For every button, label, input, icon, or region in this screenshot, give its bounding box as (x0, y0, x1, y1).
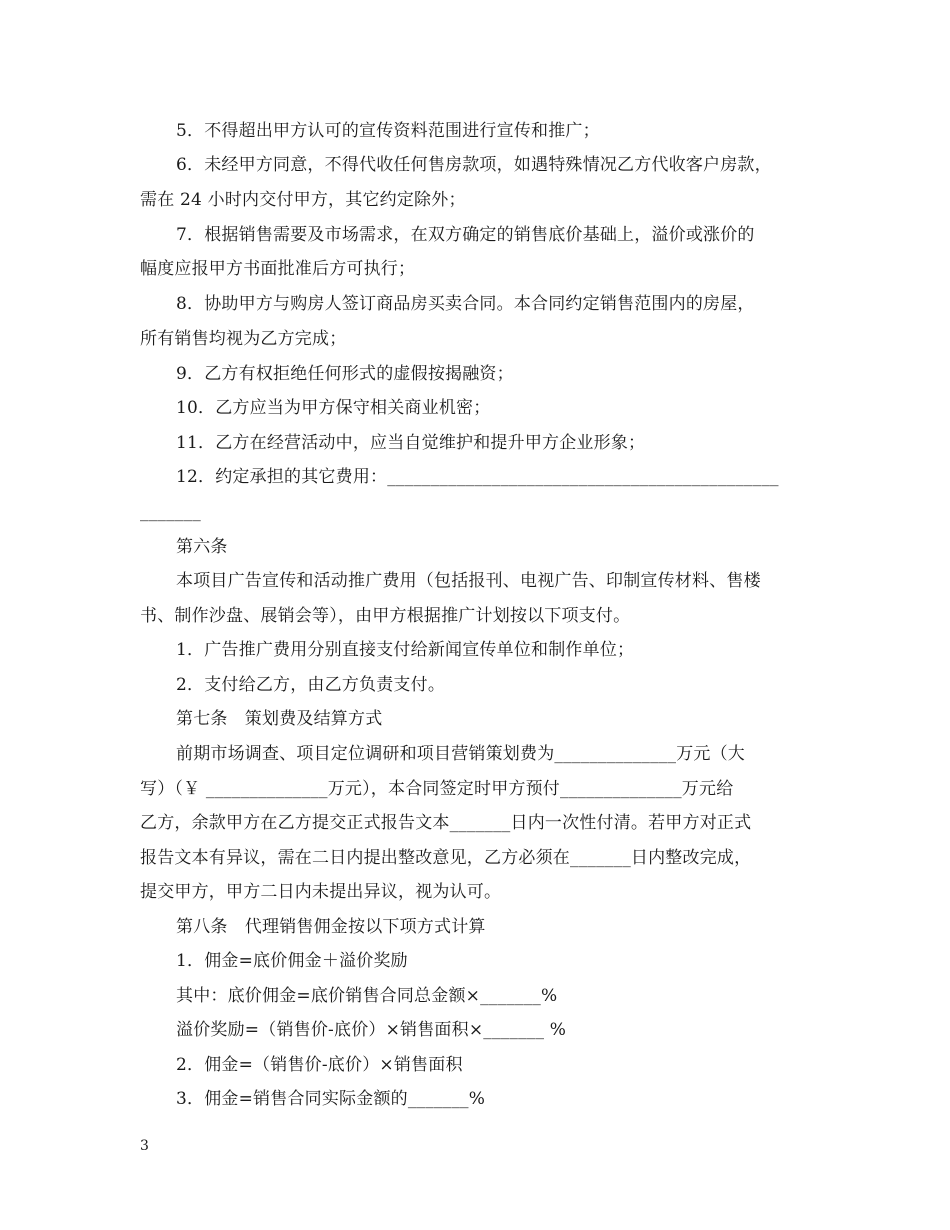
text-line: 3．佣金=销售合同实际金额的_______% (176, 1089, 486, 1109)
text-line: 溢价奖励=（销售价-底价）×销售面积×_______ % (176, 1020, 567, 1040)
text-line: 乙方，余款甲方在乙方提交正式报告文本_______日内一次性付清。若甲方对正式 (140, 813, 752, 833)
text-line: 8．协助甲方与购房人签订商品房买卖合同。本合同约定销售范围内的房屋， (176, 294, 755, 314)
page-number: 3 (140, 1138, 149, 1154)
text-line: 12．约定承担的其它费用：_____________________________________________ (176, 467, 779, 487)
text-line: _______ (140, 502, 201, 522)
section-heading: 第七条 策划费及结算方式 (176, 709, 383, 729)
text-line: 2．支付给乙方，由乙方负责支付。 (176, 675, 446, 695)
text-line: 其中：底价佣金=底价销售合同总金额×_______% (176, 986, 558, 1006)
text-line: 写）（￥ ______________万元），本合同签定时甲方预付______________万元给 (140, 779, 734, 799)
text-line: 幅度应报甲方书面批准后方可执行； (140, 259, 416, 279)
text-line: 9．乙方有权拒绝任何形式的虚假按揭融资； (176, 364, 514, 384)
text-line: 书、制作沙盘、展销会等），由甲方根据推广计划按以下项支付。 (140, 606, 631, 626)
text-line: 10．乙方应当为甲方保守相关商业机密； (176, 398, 491, 418)
text-line: 本项目广告宣传和活动推广费用（包括报刊、电视广告、印制宣传材料、售楼 (176, 571, 761, 591)
text-line: 7．根据销售需要及市场需求，在双方确定的销售底价基础上，溢价或涨价的 (176, 225, 755, 245)
text-line: 所有销售均视为乙方完成； (140, 329, 347, 349)
text-line: 前期市场调查、项目定位调研和项目营销策划费为______________万元（大 (176, 744, 745, 764)
text-line: 11．乙方在经营活动中，应当自觉维护和提升甲方企业形象； (176, 433, 646, 453)
text-line: 报告文本有异议，需在二日内提出整改意见，乙方必须在_______日内整改完成， (140, 848, 752, 868)
text-line: 1．广告推广费用分别直接支付给新闻宣传单位和制作单位； (176, 640, 635, 660)
text-line: 1．佣金=底价佣金＋溢价奖励 (176, 951, 408, 971)
text-line: 6．未经甲方同意，不得代收任何售房款项，如遇特殊情况乙方代收客户房款， (176, 155, 772, 175)
text-line: 5．不得超出甲方认可的宣传资料范围进行宣传和推广； (176, 121, 600, 141)
text-line: 需在 24 小时内交付甲方，其它约定除外； (140, 190, 466, 210)
text-line: 提交甲方，甲方二日内未提出异议，视为认可。 (140, 882, 502, 902)
text-line: 2．佣金=（销售价-底价）×销售面积 (176, 1055, 463, 1075)
section-heading: 第八条 代理销售佣金按以下项方式计算 (176, 917, 486, 937)
section-heading: 第六条 (176, 537, 228, 557)
